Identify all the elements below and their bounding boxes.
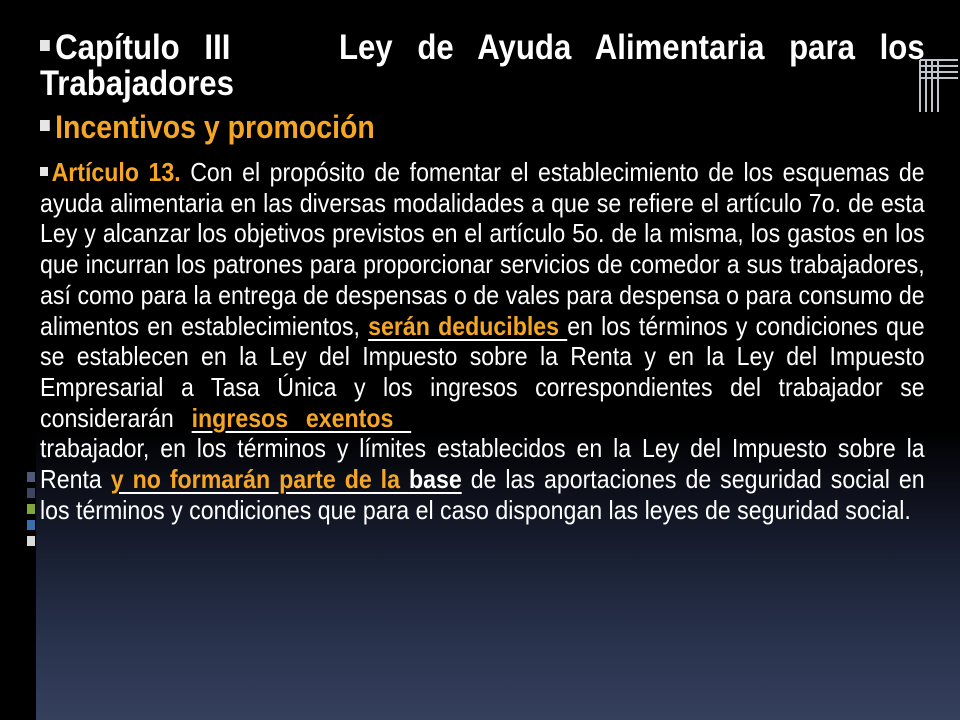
left-decor-bar — [0, 0, 36, 720]
article-text-2: en los términos y condiciones que se establecen en la Ley del Impuesto sobre la Renta y en la Ley del Impuesto Empresarial a Tasa Única y los ingresos correspondientes del trabajador se considerarán — [40, 310, 925, 433]
article-text-4: trabajador, en los términos y límites establecidos en la Ley del Impuesto sobre la Renta — [40, 433, 925, 495]
decor-square — [27, 504, 35, 514]
slide-content — [40, 30, 925, 525]
decor-square — [27, 488, 35, 498]
article-body — [40, 157, 925, 525]
chapter-label: Capítulo III — [55, 28, 231, 67]
slide-title — [40, 30, 925, 102]
highlight-no-formaran: y no formarán parte de la — [110, 464, 409, 495]
highlight-deducibles: serán deducibles — [368, 310, 568, 341]
article-text-1: Con el propósito de fomentar el establecimiento de los esquemas de ayuda alimentaria en las diversas modalidades a que se refiere el artículo 7o. de esta Ley y alcanzar los objetivos previstos en el artículo 5o. de la misma, los gastos en los que incurran los patrones para proporcionar servicios de comedor a sus trabajadores, así como para la entrega de despensas o de vales para despensa o para consumo de alimentos en establecimientos, — [40, 157, 925, 341]
decor-square — [27, 472, 35, 482]
law-title: Ley de Ayuda Alimentaria para los Trabajadores — [40, 28, 925, 103]
bullet-square-icon — [40, 40, 50, 51]
subtitle — [40, 107, 925, 147]
highlight-base: base — [408, 464, 462, 495]
bullet-square-icon — [40, 167, 48, 176]
article-text-3: por prestaciones de previsión social para el — [411, 402, 925, 433]
bullet-square-icon — [40, 120, 50, 131]
decor-square — [27, 520, 35, 530]
highlight-exentos: ingresos exentos — [191, 402, 412, 433]
subtitle-text: Incentivos y promoción — [55, 109, 375, 145]
article-text-5: de las aportaciones de seguridad social en los términos y condiciones que para el caso dispongan las leyes de seguridad social. — [40, 464, 925, 525]
article-label: Artículo 13. — [51, 157, 181, 187]
decor-square — [27, 536, 35, 546]
